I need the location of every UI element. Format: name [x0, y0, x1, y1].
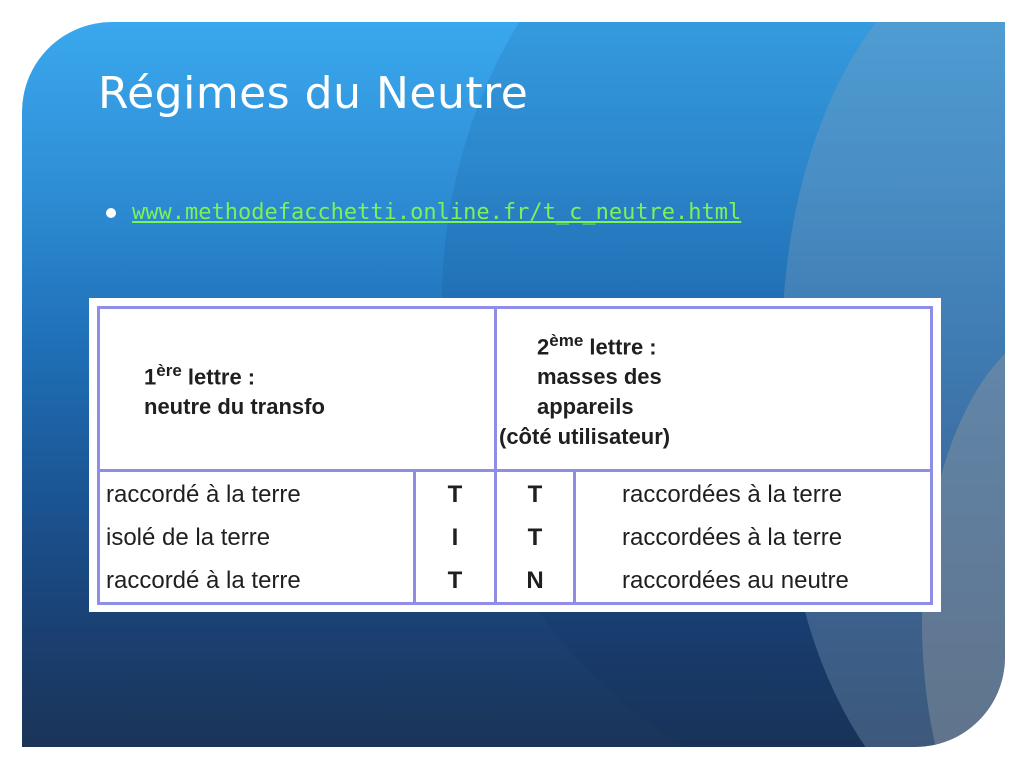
header-right-line1	[537, 326, 930, 362]
first-letter-column	[415, 471, 496, 604]
header-right-line2: masses des	[537, 364, 662, 390]
slide	[22, 22, 1005, 747]
slide-title: Régimes du Neutre	[98, 68, 529, 119]
neutre-cell: raccordé à la terre	[106, 481, 301, 508]
masses-cell: raccordées au neutre	[622, 567, 849, 594]
header-right-line3: appareils	[537, 394, 634, 420]
header-left-line2: neutre du transfo	[144, 394, 325, 420]
second-letter-cell: N	[526, 567, 544, 594]
header-left-sup: ère	[156, 360, 182, 380]
header-first-letter	[99, 308, 496, 471]
header-left-line1	[144, 356, 494, 392]
header-left-num: 1	[144, 364, 157, 390]
header-right-rest: lettre :	[583, 334, 657, 360]
masses-cell: raccordées à la terre	[622, 481, 843, 508]
second-letter-column	[496, 471, 575, 604]
table-image-panel	[89, 298, 941, 612]
header-right-sup: ème	[549, 330, 584, 350]
masses-column	[575, 471, 932, 604]
second-letter-cell: T	[527, 524, 543, 551]
neutre-cell: isolé de la terre	[106, 524, 271, 551]
neutral-regimes-table	[97, 306, 933, 605]
header-second-letter	[496, 308, 932, 471]
first-letter-cell: T	[447, 567, 463, 594]
reference-link[interactable]: www.methodefacchetti.online.fr/t_c_neutre.html	[132, 200, 742, 225]
masses-cell: raccordées à la terre	[622, 524, 843, 551]
neutre-column	[99, 471, 415, 604]
neutre-cell: raccordé à la terre	[106, 567, 301, 594]
header-right-num: 2	[537, 334, 550, 360]
first-letter-cell: I	[451, 524, 459, 551]
table-body-row	[99, 471, 932, 604]
second-letter-cell: T	[527, 481, 543, 508]
table-header-row	[99, 308, 932, 471]
header-left-rest: lettre :	[181, 364, 256, 390]
first-letter-cell: T	[447, 481, 463, 508]
header-right-line4: (côté utilisateur)	[499, 424, 671, 450]
bullet-list-item	[106, 200, 741, 225]
bullet-icon	[106, 208, 116, 218]
